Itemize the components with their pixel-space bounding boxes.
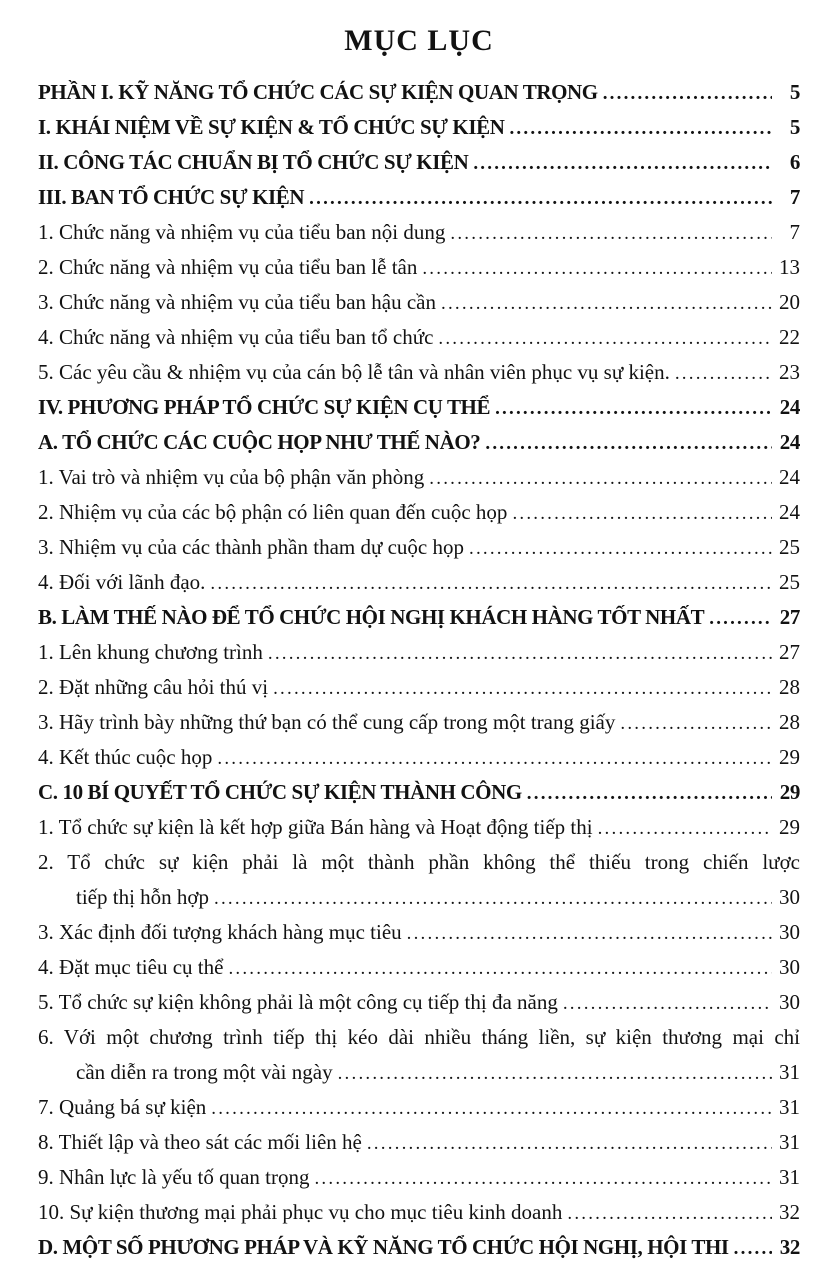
dot-leader	[228, 950, 772, 986]
toc-entry	[38, 985, 800, 1020]
toc-entry-label: D. MỘT SỐ PHƯƠNG PHÁP VÀ KỸ NĂNG TỔ CHỨC HỘI NGHỊ, HỘI THI	[38, 1235, 729, 1259]
page-title: MỤC LỤC	[344, 24, 494, 57]
toc-entry-page: 31	[779, 1165, 800, 1189]
dot-leader	[469, 530, 772, 566]
toc-entry-label: 2. Nhiệm vụ của các bộ phận có liên quan đến cuộc họp	[38, 500, 508, 524]
dot-leader	[217, 740, 772, 776]
toc-entry	[38, 215, 800, 250]
toc-entry	[38, 495, 800, 530]
toc-entry-label: 1. Tổ chức sự kiện là kết hợp giữa Bán hàng và Hoạt động tiếp thị	[38, 815, 593, 839]
toc-entry-label: 4. Kết thúc cuộc họp	[38, 745, 213, 769]
toc-entry	[38, 75, 800, 110]
toc-entry-page: 20	[779, 290, 800, 314]
toc-entry	[38, 145, 800, 180]
toc-entry-label: 1. Chức năng và nhiệm vụ của tiểu ban nội dung	[38, 220, 446, 244]
toc-entry	[38, 600, 800, 635]
toc-entry-page: 32	[779, 1200, 800, 1224]
dot-leader	[473, 145, 772, 181]
dot-leader	[422, 250, 772, 286]
toc-list	[38, 75, 800, 1265]
toc-entry	[38, 950, 800, 985]
toc-entry	[38, 740, 800, 775]
toc-entry-page: 24	[779, 500, 800, 524]
dot-leader	[675, 355, 772, 391]
toc-entry-label: III. BAN TỔ CHỨC SỰ KIỆN	[38, 185, 305, 209]
toc-entry-page: 30	[779, 955, 800, 979]
toc-entry-label: 10. Sự kiện thương mại phải phục vụ cho mục tiêu kinh doanh	[38, 1200, 563, 1224]
toc-entry-page: 31	[779, 1095, 800, 1119]
toc-entry-page: 30	[779, 885, 800, 909]
toc-entry-label: 1. Vai trò và nhiệm vụ của bộ phận văn phòng	[38, 465, 425, 489]
toc-entry-label: 2. Đặt những câu hỏi thú vị	[38, 675, 269, 699]
toc-entry	[38, 285, 800, 320]
toc-entry-page: 30	[779, 990, 800, 1014]
toc-entry	[38, 110, 800, 145]
dot-leader	[512, 495, 772, 531]
dot-leader	[509, 110, 772, 146]
toc-entry-line	[38, 880, 800, 915]
toc-entry-page: 28	[779, 710, 800, 734]
toc-entry-label: 1. Lên khung chương trình	[38, 640, 263, 664]
toc-entry	[38, 565, 800, 600]
toc-entry-page: 31	[779, 1130, 800, 1154]
toc-entry-label: IV. PHƯƠNG PHÁP TỔ CHỨC SỰ KIỆN CỤ THỂ	[38, 395, 491, 419]
toc-entry-label: 9. Nhân lực là yếu tố quan trọng	[38, 1165, 310, 1189]
dot-leader	[214, 880, 772, 916]
toc-entry-page: 30	[779, 920, 800, 944]
toc-entry-page: 29	[779, 815, 800, 839]
toc-entry	[38, 635, 800, 670]
toc-entry-label: 4. Đối với lãnh đạo.	[38, 570, 206, 594]
toc-entry-label: 3. Nhiệm vụ của các thành phần tham dự cuộc họp	[38, 535, 464, 559]
toc-entry-label: C. 10 BÍ QUYẾT TỔ CHỨC SỰ KIỆN THÀNH CÔNG	[38, 780, 522, 804]
dot-leader	[567, 1195, 772, 1231]
dot-leader	[598, 810, 772, 846]
toc-entry-label: 7. Quảng bá sự kiện	[38, 1095, 207, 1119]
dot-leader	[211, 1090, 772, 1126]
toc-entry-page: 24	[779, 395, 800, 419]
toc-entry	[38, 180, 800, 215]
toc-entry-label: 5. Các yêu cầu & nhiệm vụ của cán bộ lễ tân và nhân viên phục vụ sự kiện.	[38, 360, 670, 384]
toc-entry	[38, 670, 800, 705]
toc-entry	[38, 1020, 800, 1090]
toc-entry-continuation: tiếp thị hỗn hợp	[76, 885, 210, 909]
toc-entry-continuation: cần diễn ra trong một vài ngày	[76, 1060, 333, 1084]
dot-leader	[495, 390, 772, 426]
toc-entry-label: PHẦN I. KỸ NĂNG TỔ CHỨC CÁC SỰ KIỆN QUAN TRỌNG	[38, 80, 598, 104]
toc-entry	[38, 915, 800, 950]
toc-entry	[38, 1160, 800, 1195]
dot-leader	[407, 915, 772, 951]
dot-leader	[527, 775, 772, 811]
dot-leader	[438, 320, 772, 356]
dot-leader	[429, 460, 772, 496]
toc-entry	[38, 460, 800, 495]
toc-entry-page: 29	[779, 780, 800, 804]
toc-entry	[38, 845, 800, 915]
toc-entry-label: 3. Hãy trình bày những thứ bạn có thể cung cấp trong một trang giấy	[38, 710, 616, 734]
toc-entry-page: 24	[779, 430, 800, 454]
toc-entry-page: 29	[779, 745, 800, 769]
toc-entry	[38, 1125, 800, 1160]
dot-leader	[367, 1125, 772, 1161]
toc-entry	[38, 775, 800, 810]
dot-leader	[210, 565, 772, 601]
toc-entry-page: 25	[779, 535, 800, 559]
toc-entry-page: 6	[789, 150, 800, 174]
toc-entry-label: 6. Với một chương trình tiếp thị kéo dài nhiều tháng liền, sự kiện thương mại chỉ	[38, 1025, 800, 1049]
toc-entry	[38, 1195, 800, 1230]
toc-entry-label: 4. Chức năng và nhiệm vụ của tiểu ban tổ chức	[38, 325, 434, 349]
toc-entry-page: 24	[779, 465, 800, 489]
toc-entry-label: 3. Chức năng và nhiệm vụ của tiểu ban hậu cần	[38, 290, 437, 314]
toc-entry-label: I. KHÁI NIỆM VỀ SỰ KIỆN & TỔ CHỨC SỰ KIỆN	[38, 115, 505, 139]
toc-entry-label: II. CÔNG TÁC CHUẨN BỊ TỔ CHỨC SỰ KIỆN	[38, 150, 469, 174]
toc-entry-label: B. LÀM THẾ NÀO ĐỂ TỔ CHỨC HỘI NGHỊ KHÁCH HÀNG TỐT NHẤT	[38, 605, 705, 629]
toc-entry-page: 27	[779, 640, 800, 664]
toc-entry-page: 27	[779, 605, 800, 629]
toc-entry	[38, 1230, 800, 1265]
dot-leader	[450, 215, 772, 251]
dot-leader	[309, 180, 772, 216]
toc-entry-page: 5	[789, 80, 800, 104]
dot-leader	[603, 75, 772, 111]
toc-entry	[38, 355, 800, 390]
dot-leader	[563, 985, 772, 1021]
dot-leader	[268, 635, 772, 671]
toc-entry-page: 25	[779, 570, 800, 594]
toc-entry	[38, 1090, 800, 1125]
dot-leader	[338, 1055, 772, 1091]
toc-entry-page: 31	[779, 1060, 800, 1084]
toc-entry-label: 3. Xác định đối tượng khách hàng mục tiêu	[38, 920, 402, 944]
toc-entry	[38, 530, 800, 565]
toc-entry-label: 4. Đặt mục tiêu cụ thể	[38, 955, 224, 979]
toc-entry	[38, 320, 800, 355]
toc-entry-page: 23	[779, 360, 800, 384]
toc-entry	[38, 810, 800, 845]
dot-leader	[441, 285, 772, 321]
dot-leader	[314, 1160, 772, 1196]
toc-entry-label: 5. Tổ chức sự kiện không phải là một công cụ tiếp thị đa năng	[38, 990, 558, 1014]
toc-entry-page: 7	[789, 220, 800, 244]
toc-entry-label: 2. Chức năng và nhiệm vụ của tiểu ban lễ tân	[38, 255, 418, 279]
toc-entry-page: 13	[779, 255, 800, 279]
toc-entry-page: 22	[779, 325, 800, 349]
toc-entry-page: 28	[779, 675, 800, 699]
toc-entry	[38, 425, 800, 460]
dot-leader	[273, 670, 772, 706]
toc-entry	[38, 250, 800, 285]
dot-leader	[709, 600, 772, 636]
dot-leader	[734, 1230, 772, 1266]
toc-entry-label: A. TỔ CHỨC CÁC CUỘC HỌP NHƯ THẾ NÀO?	[38, 430, 481, 454]
toc-entry-label: 8. Thiết lập và theo sát các mối liên hệ	[38, 1130, 362, 1154]
toc-entry-line	[38, 1055, 800, 1090]
toc-entry	[38, 705, 800, 740]
dot-leader	[620, 705, 772, 741]
toc-entry	[38, 390, 800, 425]
dot-leader	[485, 425, 772, 461]
toc-entry-label: 2. Tổ chức sự kiện phải là một thành phần không thể thiếu trong chiến lược	[38, 850, 800, 874]
toc-entry-page: 5	[789, 115, 800, 139]
toc-entry-page: 32	[779, 1235, 800, 1259]
toc-entry-page: 7	[789, 185, 800, 209]
